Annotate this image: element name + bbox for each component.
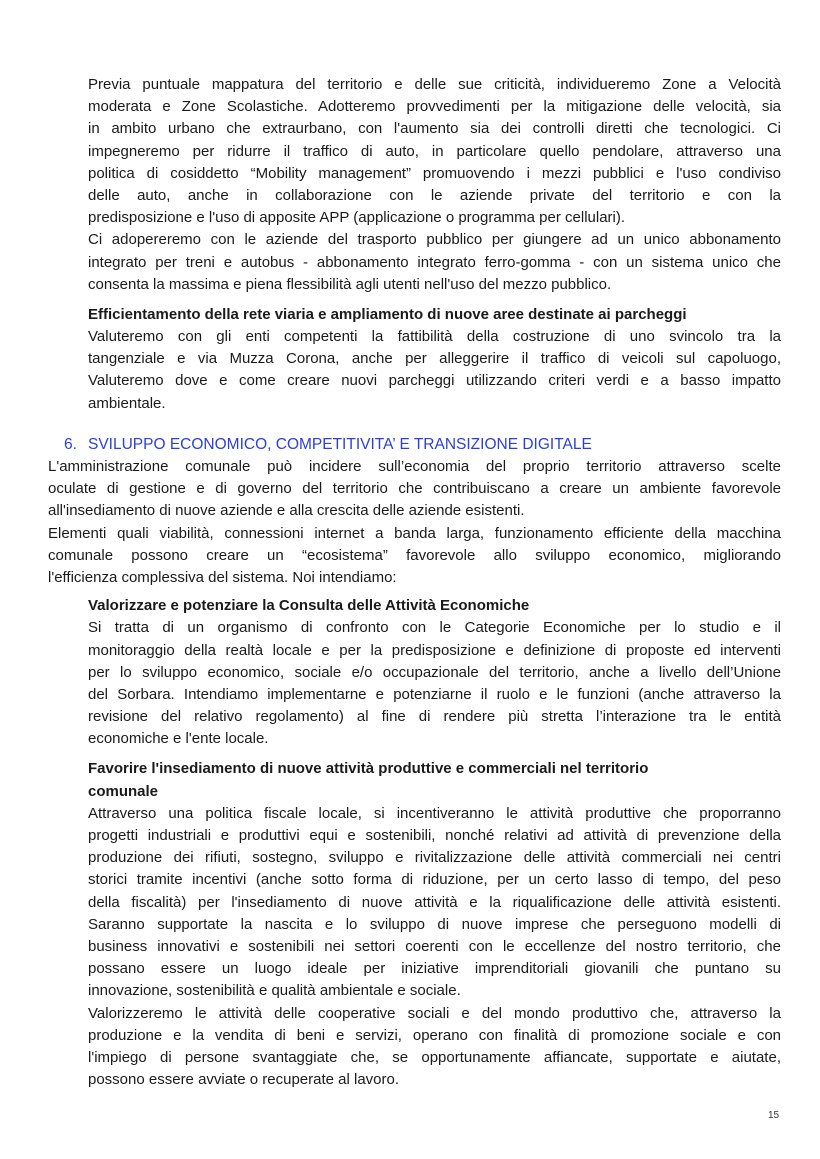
subheading	[0, 758, 820, 802]
text-line: Valorizzeremo le attività delle cooperative sociali e del mondo produttivo che, attraverso la	[88, 1004, 781, 1022]
text-line: economiche e l'ente locale.	[88, 730, 269, 748]
text-line: storici tramite incentivi (anche sotto forma di riduzione, per un certo lasso di tempo, del peso	[88, 871, 781, 889]
text-line: Efficientamento della rete viaria e ampliamento di nuove aree destinate ai parcheggi	[88, 305, 687, 323]
text-line: consenta la massima e piena flessibilità agli utenti nell'uso del mezzo pubblico.	[88, 275, 612, 293]
text-line: predisposizione e l'uso di apposite APP (applicazione o programma per cellulari).	[88, 209, 626, 227]
text-line: Attraverso una politica fiscale locale, si incentiveranno le attività produttive che proporranno	[88, 804, 781, 822]
text-line: Valuteremo con gli enti competenti la fattibilità della costruzione di uno svincolo tra la	[88, 328, 781, 346]
text-line: Si tratta di un organismo di confronto con le Categorie Economiche per lo studio e il	[88, 619, 781, 637]
text-line: l'efficienza complessiva del sistema. Noi intendiamo:	[48, 568, 397, 586]
text-line: L'amministrazione comunale può incidere sull’economia del proprio territorio attraverso scelte	[48, 458, 781, 475]
text-line: all'insediamento di nuove aziende e alla crescita delle aziende esistenti.	[48, 502, 525, 520]
section-title: SVILUPPO ECONOMICO, COMPETITIVITA’ E TRANSIZIONE DIGITALE	[88, 435, 592, 453]
page-number: 15	[768, 1110, 780, 1121]
text-line: monitoraggio della realtà locale e per la predisposizione e definizione di proposte ed interventi	[88, 641, 781, 659]
text-line: Elementi quali viabilità, connessioni internet a banda larga, funzionamento efficiente della macchina	[48, 524, 781, 542]
text-line: Favorire l'insediamento di nuove attività produttive e commerciali nel territorio	[88, 760, 649, 778]
text-line: del Sorbara. Intendiamo implementarne e potenziarne il ruolo e le funzioni (anche attraverso la	[88, 685, 781, 703]
text-line: progetti industriali e produttivi equi e sostenibili, nonché relativi ad attività di prevenzione della	[88, 827, 781, 844]
subheading	[0, 595, 820, 617]
text-line: oculate di gestione e di governo del territorio che contribuiscano a creare un ambiente favorevole	[48, 480, 781, 498]
text-line: impegneremo per ridurre il traffico di auto, in particolare quello pendolare, attraverso una	[88, 142, 781, 160]
text-line: comunale possono creare un “ecosistema” favorevole allo sviluppo economico, migliorando	[48, 546, 781, 564]
text-line: Previa puntuale mappatura del territorio e delle sue criticità, individueremo Zone a Velocità	[88, 76, 781, 93]
paragraph	[0, 1003, 820, 1092]
paragraph	[0, 617, 820, 750]
text-line: possono essere avviate o recuperate al lavoro.	[88, 1071, 400, 1089]
section-heading	[64, 434, 820, 456]
paragraph	[0, 229, 820, 296]
text-line: innovazione, sostenibilità e qualità ambientale e sociale.	[88, 982, 461, 1000]
text-line: tangenziale e via Muzza Corona, anche per alleggerire il traffico di veicoli sul capoluogo,	[88, 350, 781, 368]
text-line: politica di cosiddetto “Mobility management” promuovendo i mezzi pubblici e l'uso condiviso	[88, 164, 781, 182]
text-line: ambientale.	[88, 394, 166, 412]
text-line: della fiscalità) per l'insediamento di nuove attività e la riqualificazione delle attività esistenti.	[88, 893, 781, 911]
text-line: revisione del relativo regolamento) al fine di rendere più stretta l’interazione tra le entità	[88, 708, 781, 726]
text-line: l'impiego di persone svantaggiate che, se opportunamente affiancate, supportate e aiutate,	[88, 1048, 781, 1066]
text-line: produzione dei rifiuti, sostegno, sviluppo e rivitalizzazione delle attività commerciali nei centri	[88, 849, 781, 867]
paragraph	[0, 803, 820, 1003]
text-line: in ambito urbano che extraurbano, con l'aumento sia dei controlli diretti che tecnologici. Ci	[88, 120, 781, 138]
paragraph	[0, 74, 820, 229]
text-line: Valuteremo dove e come creare nuovi parcheggi utilizzando criteri verdi e a basso impatto	[88, 372, 781, 390]
text-line: comunale	[88, 782, 159, 800]
text-line: possano essere un luogo ideale per iniziative imprenditoriali giovanili che puntano su	[88, 960, 781, 978]
subheading	[0, 304, 820, 326]
text-line: Ci adopereremo con le aziende del trasporto pubblico per giungere ad un unico abbonamento	[88, 231, 781, 249]
paragraph	[0, 523, 820, 590]
text-line: Saranno supportate la nascita e lo sviluppo di nuove imprese che perseguono modelli di	[88, 915, 781, 933]
paragraph	[0, 456, 820, 523]
text-line: delle auto, anche in collaborazione con le aziende private del territorio e con la	[88, 186, 781, 204]
text-line: per lo sviluppo economico, sociale e/o occupazionale del territorio, anche a livello dell’Unione	[88, 663, 781, 681]
text-line: integrato per treni e autobus - abbonamento integrato ferro-gomma - con un sistema unico che	[88, 253, 781, 271]
text-line: moderata e Zone Scolastiche. Adotteremo provvedimenti per la mitigazione delle velocità, sia	[88, 98, 781, 116]
paragraph	[0, 326, 820, 415]
text-line: business innovativi e sostenibili nei settori coerenti con le eccellenze del nostro territorio, che	[88, 937, 781, 955]
text-line: Valorizzare e potenziare la Consulta delle Attività Economiche	[88, 597, 530, 615]
document-page	[0, 74, 820, 1091]
section-number: 6.	[64, 435, 77, 453]
text-line: produzione e la vendita di beni e servizi, operano con finalità di promozione sociale e con	[88, 1026, 781, 1044]
